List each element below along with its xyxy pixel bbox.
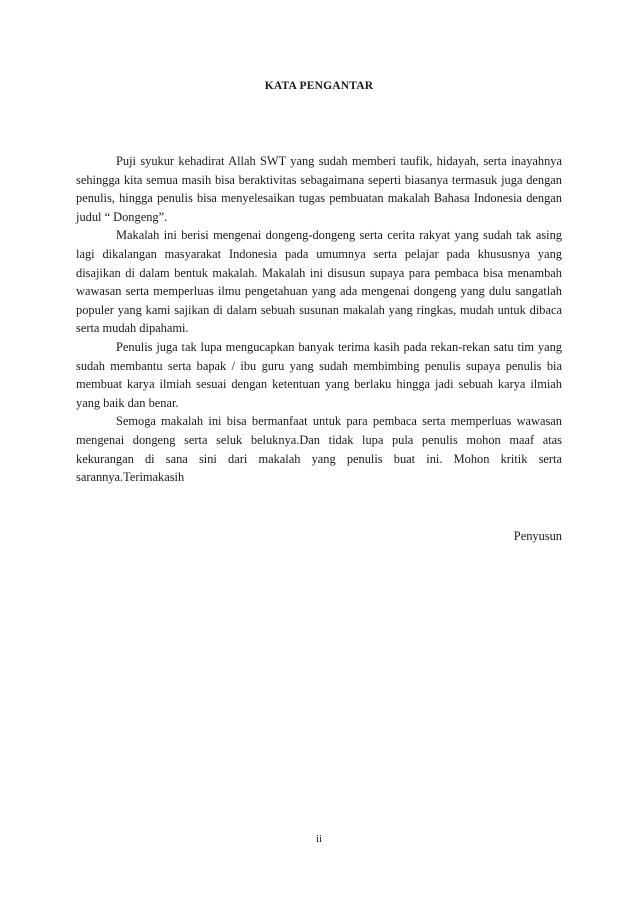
paragraph-2: Makalah ini berisi mengenai dongeng-dongeng serta cerita rakyat yang sudah tak asing lagi dikalangan masyarakat Indonesia pada umumnya serta pelajar pada khususnya yang disajikan di dalam bentuk makalah. Makalah ini disusun supaya para pembaca bisa menambah wawasan serta memperluas ilmu pengetahuan yang ada mengenai dongeng yang dulu sangatlah populer yang kami sajikan di dalam sebuah susunan makalah yang ringkas, mudah untuk dibaca serta mudah dipahami. [76, 228, 562, 336]
signature-label: Penyusun [513, 529, 562, 543]
page-number: ii [315, 833, 323, 845]
page-title: KATA PENGANTAR [264, 80, 374, 92]
paragraph-3: Penulis juga tak lupa mengucapkan banyak terima kasih pada rekan-rekan satu tim yang sudah membantu serta bapak / ibu guru yang sudah membimbing penulis supaya penulis bia membuat karya ilmiah sesuai dengan ketentuan yang berlaku hingga jadi sebuah karya ilmiah yang baik dan benar. [76, 339, 562, 410]
paragraph-4: Semoga makalah ini bisa bermanfaat untuk para pembaca serta memperluas wawasan mengenai dongeng serta seluk beluknya.Dan tidak lupa pula penulis mohon maaf atas kekurangan di sana sini dari makalah yang penulis buat ini. Mohon kritik serta sarannya.Terimakasih [76, 414, 562, 485]
paragraph-1: Puji syukur kehadirat Allah SWT yang sudah memberi taufik, hidayah, serta inayahnya sehingga kita semua masih bisa beraktivitas sebagaimana seperti biasanya termasuk juga dengan penulis, hingga penulis bisa menyelesaikan tugas pembuatan makalah Bahasa Indonesia dengan judul “ Dongeng”. [76, 154, 562, 224]
body-text [76, 152, 562, 487]
